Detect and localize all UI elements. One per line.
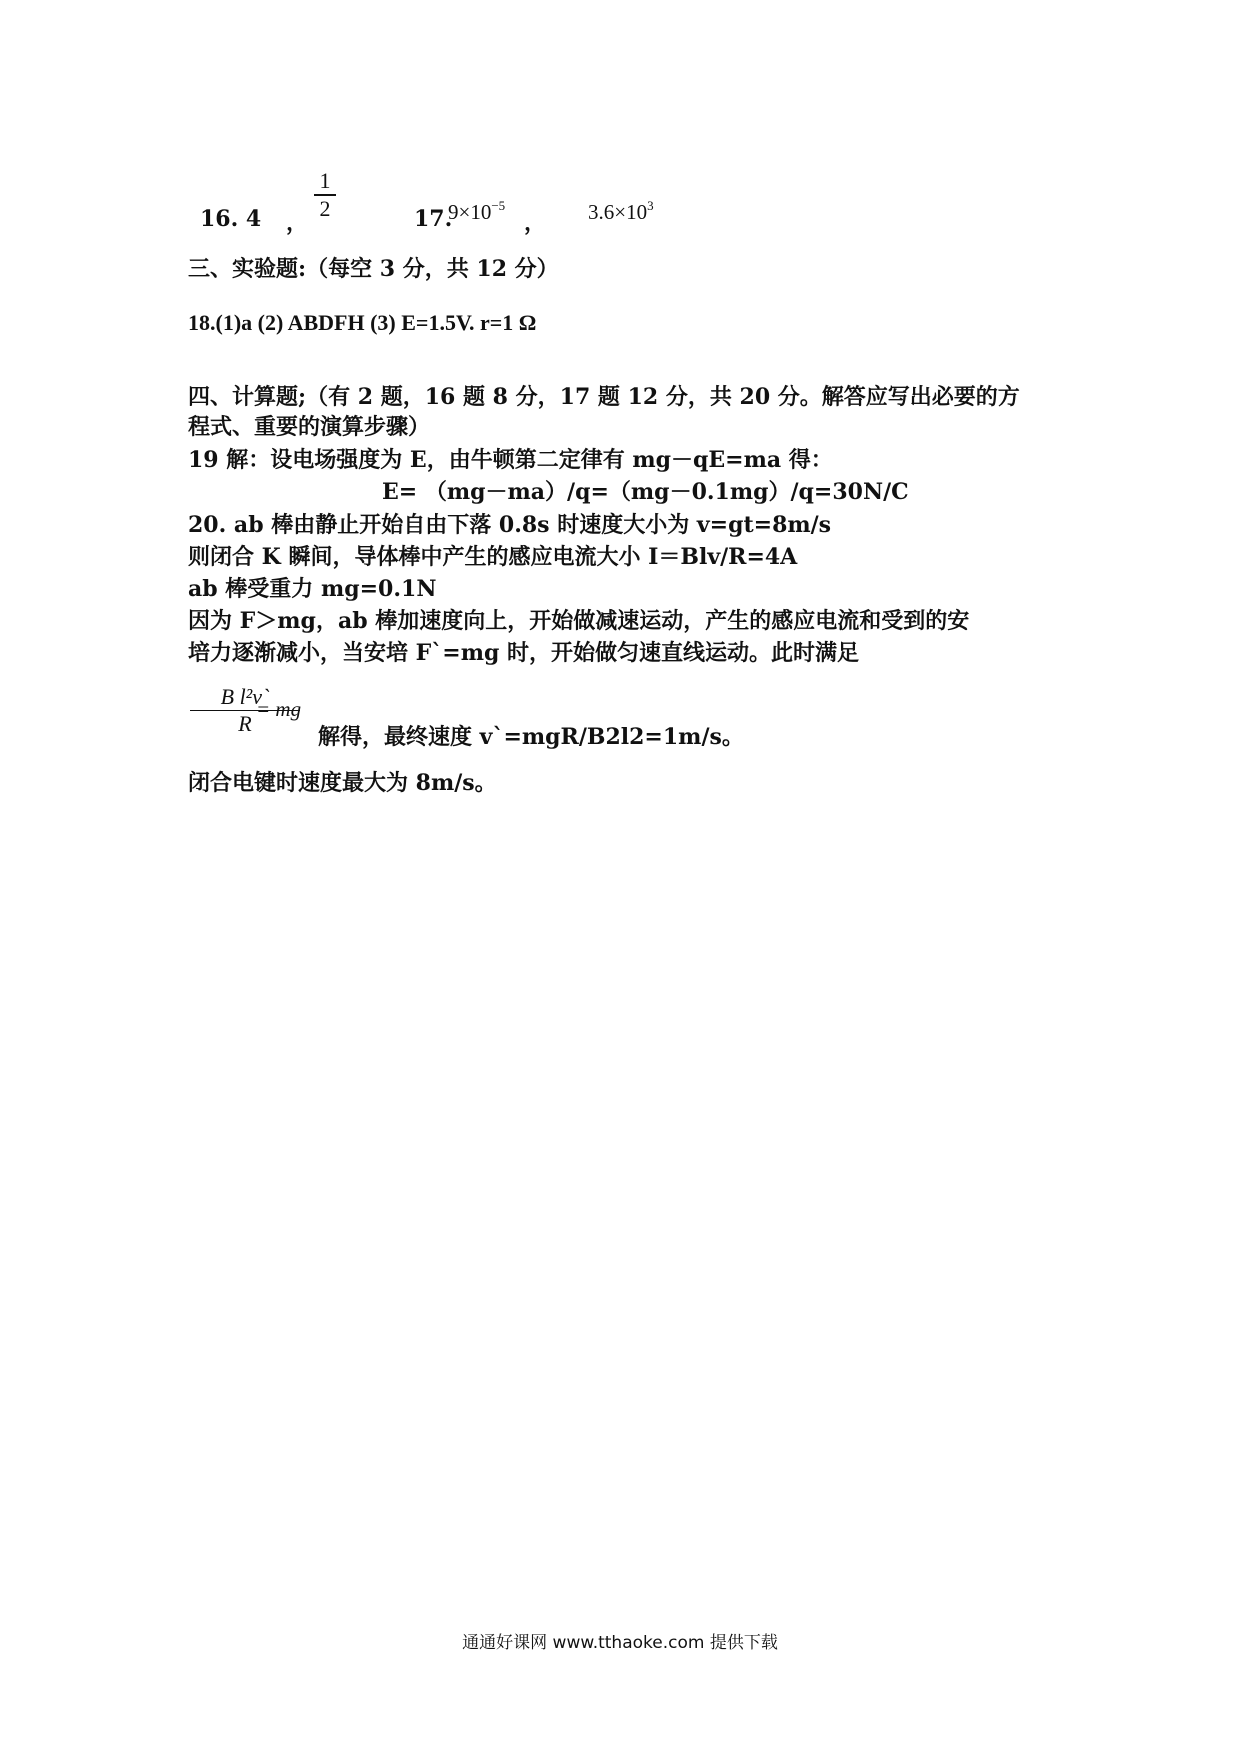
answer-16-label: 16. 4 — [200, 206, 262, 232]
equation-numerator: B l²v` — [220, 684, 270, 709]
answer-17-value1 — [448, 198, 505, 225]
q20-line6: 解得，最终速度 v`=mgR/B2l2=1m/s。 — [318, 724, 744, 750]
answer-17-value2-base: 3.6×10 — [588, 200, 648, 224]
q20-line7: 闭合电键时速度最大为 8m/s。 — [188, 770, 497, 796]
answer-16-fraction — [314, 168, 336, 222]
q20-line1: 20. ab 棒由静止开始自由下落 0.8s 时速度大小为 v=gt=8m/s — [188, 512, 832, 538]
answer-18: 18.(1)a (2) ABDFH (3) E=1.5V. r=1 Ω — [188, 310, 537, 335]
q19-line2: E= （mg－ma）/q=（mg－0.1mg）/q=30N/C — [382, 479, 909, 505]
answer-17-value2 — [588, 198, 654, 225]
q20-line4: 因为 F＞mg，ab 棒加速度向上，开始做减速运动，产生的感应电流和受到的安 — [188, 608, 970, 634]
section3-heading: 三、实验题:（每空 3 分，共 12 分） — [188, 256, 559, 282]
fraction-denominator: 2 — [319, 196, 331, 221]
answer-17-label: 17. — [414, 206, 453, 232]
answer-17-sep: ， — [524, 210, 547, 236]
answer-17-value1-exp: −5 — [491, 198, 506, 213]
equation-rhs: = mg — [256, 697, 302, 721]
answer-17-value2-exp: 3 — [647, 198, 654, 213]
answer-17-value1-base: 9×10 — [448, 200, 492, 224]
answer-16-sep: ， — [286, 210, 309, 236]
fraction-numerator: 1 — [319, 168, 331, 193]
q19-line1: 19 解：设电场强度为 E，由牛顿第二定律有 mg－qE=ma 得： — [188, 447, 833, 473]
section4-heading-line1: 四、计算题;（有 2 题，16 题 8 分，17 题 12 分，共 20 分。解答应写出必要的方 — [188, 384, 1020, 410]
equation-denominator: R — [238, 711, 252, 736]
q20-line3: ab 棒受重力 mg=0.1N — [188, 576, 437, 602]
section4-heading-line2: 程式、重要的演算步骤） — [188, 414, 431, 440]
q20-line5: 培力逐渐减小，当安培 F`=mg 时，开始做匀速直线运动。此时满足 — [188, 640, 860, 666]
footer-text: 通通好课网 www.tthaoke.com 提供下载 — [462, 1633, 778, 1653]
q20-line2: 则闭合 K 瞬间，导体棒中产生的感应电流大小 I＝Blv/R=4A — [188, 544, 798, 570]
